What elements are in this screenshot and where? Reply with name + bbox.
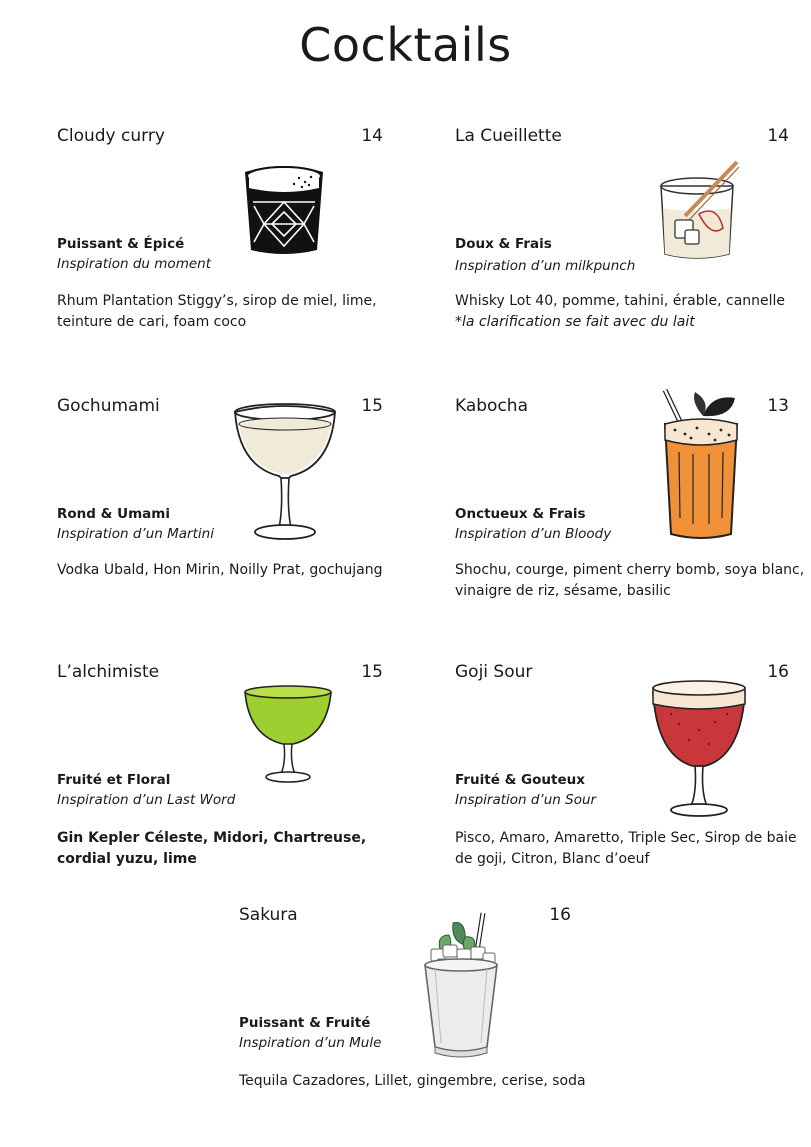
cocktail-taste: Fruité & Gouteux [455,772,585,788]
cocktail-inspiration: Inspiration d’un milkpunch [455,258,636,274]
cocktail-ingredients: Vodka Ubald, Hon Mirin, Noilly Prat, gochujang [57,562,383,578]
cocktail-taste: Rond & Umami [57,506,170,522]
cocktail-taste: Doux & Frais [455,236,552,252]
cocktail-note: *la clarification se fait avec du lait [455,314,695,330]
cocktail-taste: Onctueux & Frais [455,506,586,522]
cocktail-inspiration: Inspiration d’un Last Word [57,792,236,808]
highball-orange-straw-basil-icon [651,388,751,548]
coupe-glass-green-icon [241,682,335,786]
cocktail-name: Cloudy curry [57,126,165,146]
cocktail-taste: Puissant & Épicé [57,236,185,252]
cocktail-price: 15 [361,662,383,682]
cocktail-item [455,662,795,872]
cocktail-item [455,396,805,606]
cocktail-taste: Fruité et Floral [57,772,171,788]
page-title: Cocktails [299,18,512,72]
cocktail-taste: Puissant & Fruité [239,1015,371,1031]
cocktail-item [239,905,586,1105]
cocktail-name: L’alchimiste [57,662,160,682]
cocktail-name: La Cueillette [455,126,562,146]
cocktail-price: 13 [767,396,789,416]
mule-cup-mint-ice-icon [413,909,509,1065]
coupe-glass-red-foam-icon [649,674,749,822]
cocktail-item [455,126,795,336]
rocks-glass-apple-cinnamon-icon [651,158,743,264]
cocktail-name: Sakura [239,905,298,925]
coupe-glass-cream-icon [231,398,339,544]
cocktail-inspiration: Inspiration d’un Martini [57,526,214,542]
cocktail-price: 15 [361,396,383,416]
cocktail-name: Goji Sour [455,662,533,682]
cocktail-price: 16 [549,905,571,925]
cocktail-item [57,662,387,872]
cocktail-name: Gochumami [57,396,160,416]
cocktail-name: Kabocha [455,396,528,416]
cocktail-price: 14 [767,126,789,146]
cocktail-ingredients: Shochu, courge, piment cherry bomb, soya blanc, vinaigre de riz, sésame, basilic [455,562,805,599]
cocktail-inspiration: Inspiration du moment [57,256,211,272]
cocktail-inspiration: Inspiration d’un Bloody [455,526,612,542]
cocktail-price: 16 [767,662,789,682]
cut-crystal-rocks-glass-icon [239,162,329,258]
cocktail-item [57,126,387,336]
cocktail-inspiration: Inspiration d’un Sour [455,792,597,808]
cocktail-ingredients: Gin Kepler Céleste, Midori, Chartreuse, cordial yuzu, lime [57,830,367,867]
cocktail-inspiration: Inspiration d’un Mule [239,1035,382,1051]
cocktail-ingredients: Tequila Cazadores, Lillet, gingembre, cerise, soda [239,1073,586,1089]
cocktail-ingredients: Whisky Lot 40, pomme, tahini, érable, cannelle *la clarification se fait avec du lait [455,291,785,333]
cocktail-item [57,396,387,596]
cocktail-price: 14 [361,126,383,146]
cocktail-ingredients: Rhum Plantation Stiggy’s, sirop de miel, lime, teinture de cari, foam coco [57,293,377,330]
cocktail-ingredients: Pisco, Amaro, Amaretto, Triple Sec, Sirop de baie de goji, Citron, Blanc d’oeuf [455,830,797,867]
